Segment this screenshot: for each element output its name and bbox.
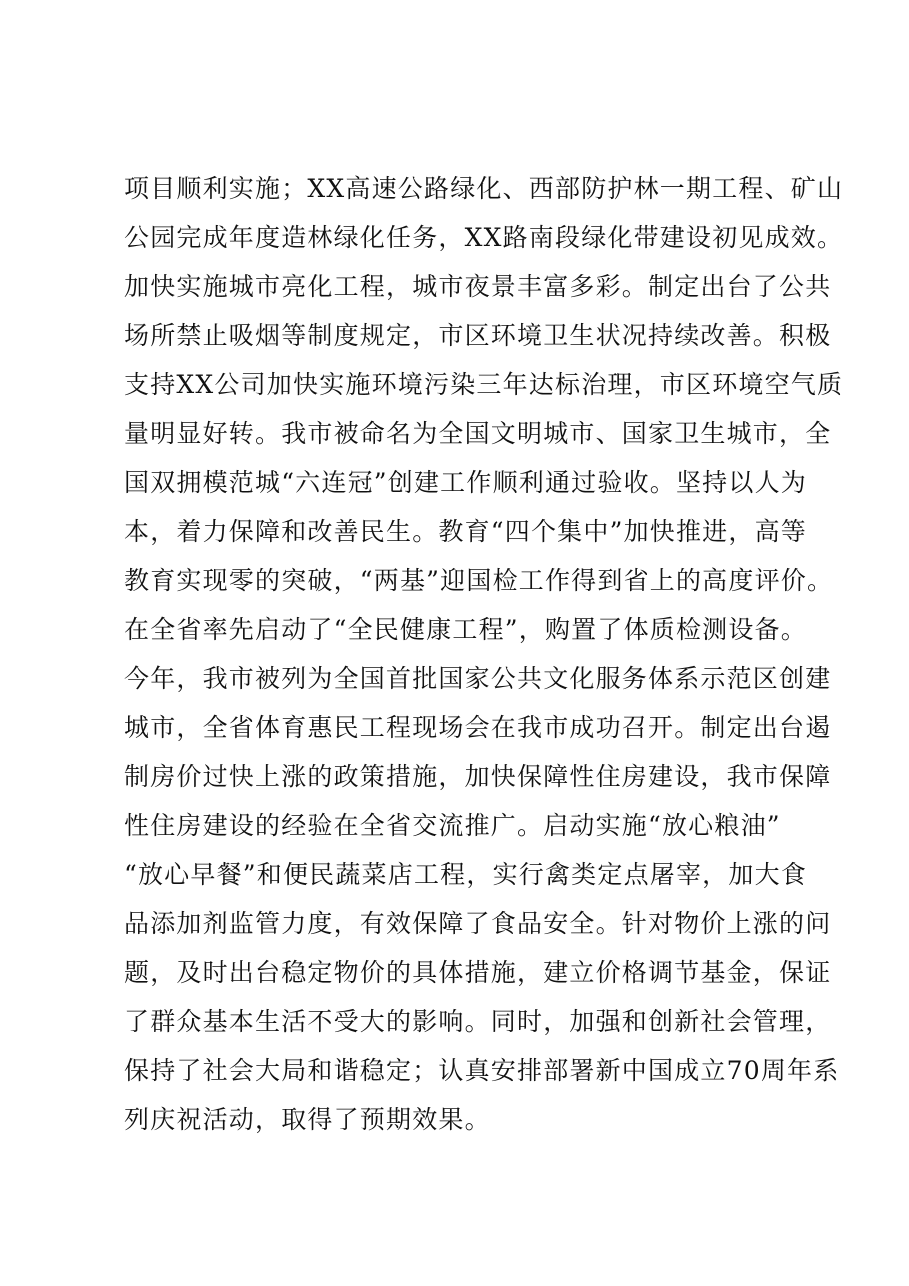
text-line: 制房价过快上涨的政策措施，加快保障性住房建设，我市保障 — [124, 762, 832, 791]
text-line: 本，着力保障和改善民生。教育“四个集中”加快推进，高等 — [124, 517, 807, 546]
text-line: 国双拥模范城“六连冠”创建工作顺利通过验收。坚持以人为 — [124, 468, 807, 497]
text-line: 教育实现零的突破，“两基”迎国检工作得到省上的高度评价。 — [124, 566, 834, 595]
text-line: 加快实施城市亮化工程，城市夜景丰富多彩。制定出台了公共 — [124, 272, 832, 301]
text-line: 支持XX公司加快实施环境污染三年达标治理，市区环境空气质 — [124, 370, 844, 399]
text-line: 列庆祝活动，取得了预期效果。 — [124, 1105, 491, 1134]
text-line: “放心早餐”和便民蔬菜店工程，实行禽类定点屠宰，加大食 — [124, 860, 807, 889]
text-line: 品添加剂监管力度，有效保障了食品安全。针对物价上涨的问 — [124, 909, 832, 938]
body-text — [124, 164, 844, 1144]
text-line: 今年，我市被列为全国首批国家公共文化服务体系示范区创建 — [124, 664, 832, 693]
text-line: 在全省率先启动了“全民健康工程”，购置了体质检测设备。 — [124, 615, 807, 644]
text-line: 性住房建设的经验在全省交流推广。启动实施“放心粮油” — [124, 811, 781, 840]
text-line: 量明显好转。我市被命名为全国文明城市、国家卫生城市，全 — [124, 419, 832, 448]
text-line: 城市，全省体育惠民工程现场会在我市成功召开。制定出台遏 — [124, 713, 832, 742]
text-line: 了群众基本生活不受大的影响。同时，加强和创新社会管理， — [124, 1007, 832, 1036]
text-line: 公园完成年度造林绿化任务，XX路南段绿化带建设初见成效。 — [124, 223, 844, 252]
text-line: 题，及时出台稳定物价的具体措施，建立价格调节基金，保证 — [124, 958, 832, 987]
text-line: 保持了社会大局和谐稳定；认真安排部署新中国成立70周年系 — [124, 1056, 840, 1085]
text-line: 场所禁止吸烟等制度规定，市区环境卫生状况持续改善。积极 — [124, 321, 832, 350]
text-line: 项目顺利实施；XX高速公路绿化、西部防护林一期工程、矿山 — [124, 174, 844, 203]
